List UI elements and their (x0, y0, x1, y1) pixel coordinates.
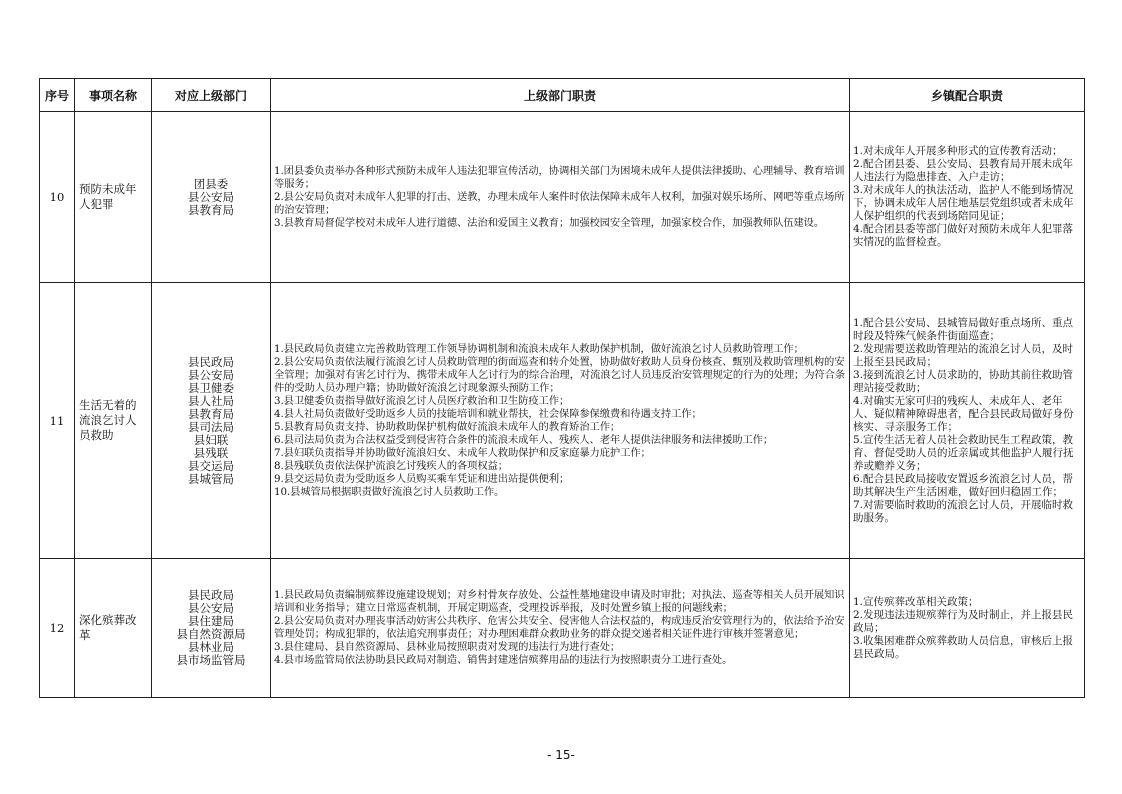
row-superior-duties (271, 283, 850, 559)
department: 县公安局 (188, 367, 234, 382)
table-row (40, 112, 1085, 283)
duty-item: 1.县民政局负责编制殡葬设施建设规划；对乡村骨灰存放处、公益性墓地建设申请及时审批；对执法、巡查等相关人员开展知识培训和业务指导；建立日常巡查机制，开展定期巡查，受理投诉举报，及时处置乡镇上报的问题线索； (274, 589, 845, 614)
duty-item: 3.县住建局、县自然资源局、县林业局按照职责对发现的违法行为进行查处； (274, 641, 621, 653)
duty-item: 1.宣传殡葬改革相关政策； (853, 595, 979, 608)
page-number: - 15- (547, 748, 575, 762)
row-departments (152, 559, 271, 698)
department: 县林业局 (188, 640, 234, 654)
duty-item: 4.县人社局负责做好受助返乡人员的技能培训和就业帮扶，社会保障参保缴费和待遇支持工作； (274, 407, 702, 420)
responsibility-table (39, 78, 1085, 698)
header-town-duties: 乡镇配合职责 (850, 79, 1085, 112)
row-town-duties (850, 559, 1085, 698)
duty-item: 7.县妇联负责指导并协助做好流浪妇女、未成年人救助保护和反家庭暴力庇护工作； (274, 446, 651, 459)
row-seq: 10 (40, 112, 75, 283)
duty-item: 2.县公安局负责依法履行流浪乞讨人员救助管理的街面巡查和转介处置，协助做好救助人员身份核查、甄别及救助管理机构的安全管理；加强对有害乞讨行为、携带未成年人乞讨行为的综合治理，对流浪乞讨人员违反治安管理规定的行为的处理；为符合条件的受助人员办理户籍；协助做好流浪乞讨现象源头预防工作； (274, 355, 846, 394)
department: 县住建局 (188, 614, 234, 628)
department: 县残联 (193, 445, 229, 460)
duty-item: 4.县市场监管局依法协助县民政局对制造、销售封建迷信殡葬用品的违法行为按照职责分工进行查处。 (274, 654, 733, 666)
duty-item: 8.县残联负责依法保护流浪乞讨残疾人的各项权益； (274, 459, 508, 472)
department: 团县委 (193, 176, 229, 191)
row-seq: 11 (40, 283, 75, 559)
duty-item: 3.县卫健委负责指导做好流浪乞讨人员医疗救治和卫生防疫工作； (274, 394, 570, 407)
table-row (40, 559, 1085, 698)
row-departments (152, 112, 271, 283)
department: 县公安局 (188, 601, 234, 615)
department: 县民政局 (188, 588, 234, 602)
table-row (40, 283, 1085, 559)
duty-item: 2.发现违法违规殡葬行为及时制止，并上报县民政局； (853, 608, 1074, 634)
duty-item: 2.配合团县委、县公安局、县教育局开展未成年人违法行为隐患排查、入户走访； (853, 158, 1074, 183)
header-seq: 序号 (40, 79, 75, 112)
department: 县市场监管局 (176, 653, 246, 667)
row-superior-duties (271, 112, 850, 283)
duty-item: 3.县教育局督促学校对未成年人进行道德、法治和爱国主义教育；加强校园安全管理，加强家校合作，加强教师队伍建设。 (274, 216, 825, 229)
row-town-duties (850, 283, 1085, 559)
header-superior-dept: 对应上级部门 (152, 79, 271, 112)
row-departments (152, 283, 271, 559)
department: 县城管局 (188, 471, 234, 486)
department: 县教育局 (188, 202, 234, 217)
duty-item: 5.县教育局负责支持、协助救助保护机构做好流浪未成年人的教育矫治工作； (274, 420, 621, 433)
duty-item: 3.收集困难群众殡葬救助人员信息，审核后上报县民政局。 (853, 634, 1074, 660)
row-superior-duties (271, 559, 850, 698)
row-item-name: 深化殡葬改革 (75, 559, 152, 698)
department: 县妇联 (193, 432, 229, 447)
duty-item: 7.对需要临时救助的流浪乞讨人员，开展临时救助服务。 (853, 498, 1074, 524)
duty-item: 6.县司法局负责为合法权益受到侵害符合条件的流浪未成年人、残疾人、老年人提供法律服务和法律援助工作； (274, 433, 774, 446)
duty-item: 2.发现需要送救助管理站的流浪乞讨人员，及时上报至县民政局； (853, 342, 1074, 368)
department: 县自然资源局 (176, 627, 246, 641)
department: 县教育局 (188, 406, 234, 421)
row-item-name: 生活无着的流浪乞讨人员救助 (75, 283, 152, 559)
duty-item: 6.配合县民政局接收安置返乡流浪乞讨人员，帮助其解决生产生活困难，做好回归稳固工作； (853, 472, 1074, 498)
department: 县卫健委 (188, 380, 234, 395)
duty-item: 1.县民政局负责建立完善救助管理工作领导协调机制和流浪未成年人救助保护机制，做好流浪乞讨人员救助管理工作； (274, 342, 804, 355)
duty-item: 4.配合团县委等部门做好对预防未成年人犯罪落实情况的监督检查。 (853, 223, 1074, 248)
department: 县人社局 (188, 393, 234, 408)
duty-item: 5.宣传生活无着人员社会救助民生工程政策，教育、督促受助人员的近亲属或其他监护人履行抚养或赡养义务； (853, 433, 1074, 472)
header-superior-duties: 上级部门职责 (271, 79, 850, 112)
row-seq: 12 (40, 559, 75, 698)
duty-item: 9.县交运局负责为受助返乡人员购买乘车凭证和进出站提供便利； (274, 472, 570, 485)
header-item-name: 事项名称 (75, 79, 152, 112)
duty-item: 2.县公安局负责对未成年人犯罪的打击、送教，办理未成年人案件时依法保障未成年人权利，加强对娱乐场所、网吧等重点场所的治安管理； (274, 190, 845, 216)
duty-item: 1.配合县公安局、县城管局做好重点场所、重点时段及特殊气候条件街面巡查； (853, 316, 1074, 342)
duty-item: 2.县公安局负责对办理丧事活动妨害公共秩序、危害公共安全、侵害他人合法权益的，构成违反治安管理行为的，依法给予治安管理处罚；构成犯罪的，依法追究刑事责任；对办理困难群众救助业务的群众提交递者相关证件进行审核并签署意见； (274, 615, 845, 640)
row-item-name: 预防未成年人犯罪 (75, 112, 152, 283)
duty-item: 4.对确实无家可归的残疾人、未成年人、老年人、疑似精神障碍患者，配合县民政局做好身份核实、寻亲服务工作； (853, 394, 1074, 433)
duty-item: 3.对未成年人的执法活动，监护人不能到场情况下，协调未成年人居住地基层党组织或者未成年人保护组织的代表到场陪同见证； (853, 184, 1074, 222)
department: 县司法局 (188, 419, 234, 434)
row-town-duties (850, 112, 1085, 283)
department: 县交运局 (188, 458, 234, 473)
duty-item: 10.县城管局根据职责做好流浪乞讨人员救助工作。 (274, 485, 505, 498)
department: 县公安局 (188, 189, 234, 204)
duty-item: 1.对未成年人开展多种形式的宣传教育活动； (853, 145, 1063, 157)
duty-item: 1.团县委负责举办各种形式预防未成年人违法犯罪宣传活动，协调相关部门为困境未成年人提供法律援助、心理辅导、教育培训等服务； (274, 164, 845, 190)
department: 县民政局 (188, 354, 234, 369)
duty-item: 3.接到流浪乞讨人员求助的，协助其前往救助管理站接受救助； (853, 368, 1074, 394)
table-header-row (40, 79, 1085, 112)
